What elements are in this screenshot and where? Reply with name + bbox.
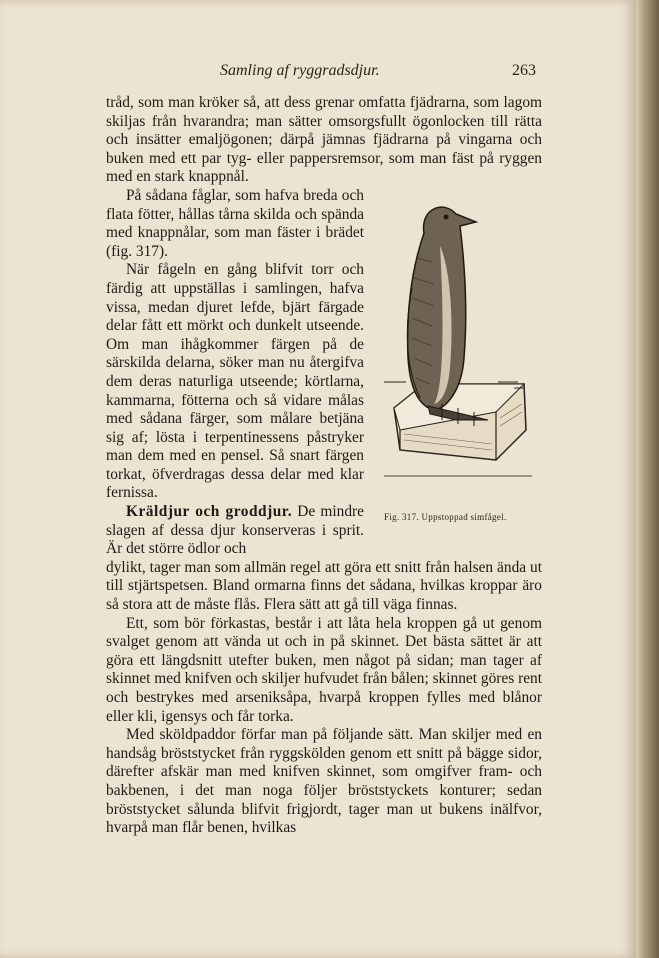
page-edge [636, 0, 659, 958]
running-title: Samling af ryggradsdjur. [220, 62, 380, 79]
section-intro-text: De mindre slagen af dessa djur konserveras i sprit. Är det större ödlor och [106, 503, 364, 558]
paragraph-colors: När fågeln en gång blifvit torr och färdig att uppställas i samlingen, hafva vissa, medan djuret lefde, bjärt färgade delar fått ett mörkt och dunkelt utseende. Om man ihågkommer färgen på de särskilda delarna, söker man nu återgifva dem deras naturliga utseende; körtlarna, kammarna, fötterna och så vidare målas med sådana färger, som målare betjäna sig af; lösta i terpentinessens påstryker man dem med en pensel. Så snart färgen torkat, öfverdragas dessa delar med klar fernissa. [106, 261, 364, 502]
page-header [0, 62, 636, 82]
page-number: 263 [512, 62, 536, 79]
paragraph-feet: På sådana fåglar, som hafva breda och flata fötter, hållas tårna skilda och spända med knappnålar, som man fäster i brädet (fig. 317). [106, 186, 364, 260]
paragraph-section-intro [106, 503, 364, 559]
paragraph-turtles: Med sköldpaddor förfar man på följande sätt. Man skiljer med en handsåg bröststycket från ryggskölden genom ett snitt på bägge sidor, därefter afskär man med knifven skinnet, som omgifver fram- och bakbenen, i det man noga följer bröststyckets konturer; sedan bröststycket sålunda blifvit frigjordt, tager man ut bukens inälfvor, hvarpå man flår benen, hvilkas [106, 726, 542, 837]
paragraph-skinning: Ett, som bör förkastas, består i att låta hela kroppen gå ut genom svalget genom att vända ut och in på skinnet. Det bästa sättet är att göra ett längdsnitt utefter buken, men något på sidan; man tager af skinnet med knifven och skiljer hufvudet från bålen; skinnet göres rent och bestrykes med arseniksåpa, hvarpå kroppen fylles med blånor eller kli, igensys och får torka. [106, 614, 542, 725]
figure-mounted-penguin [384, 198, 532, 480]
penguin-illustration [384, 207, 526, 460]
paragraph-snakes: dylikt, tager man som allmän regel att göra ett snitt från halsen ända ut till stjärtspetsen. Bland ormarna finns det sådana, hvilkas kroppar äro så stora att de måste flås. Flera sätt att gå till väga finnas. [106, 558, 542, 614]
figure-caption: Fig. 317. Uppstoppad simfågel. [384, 512, 507, 522]
section-heading: Kräldjur och groddjur. [126, 503, 293, 521]
paragraph-continued: tråd, som man kröker så, att dess grenar omfatta fjädrarna, som lagom skiljas från hvarandra; man sätter omsorgsfullt ögonlocken till rätta och insätter emaljögonen; därpå jämnas fjädrarna på vingarna och buken med ett par tyg- eller pappersremsor, som man fäst på ryggen med en stark knappnål. [106, 94, 542, 186]
